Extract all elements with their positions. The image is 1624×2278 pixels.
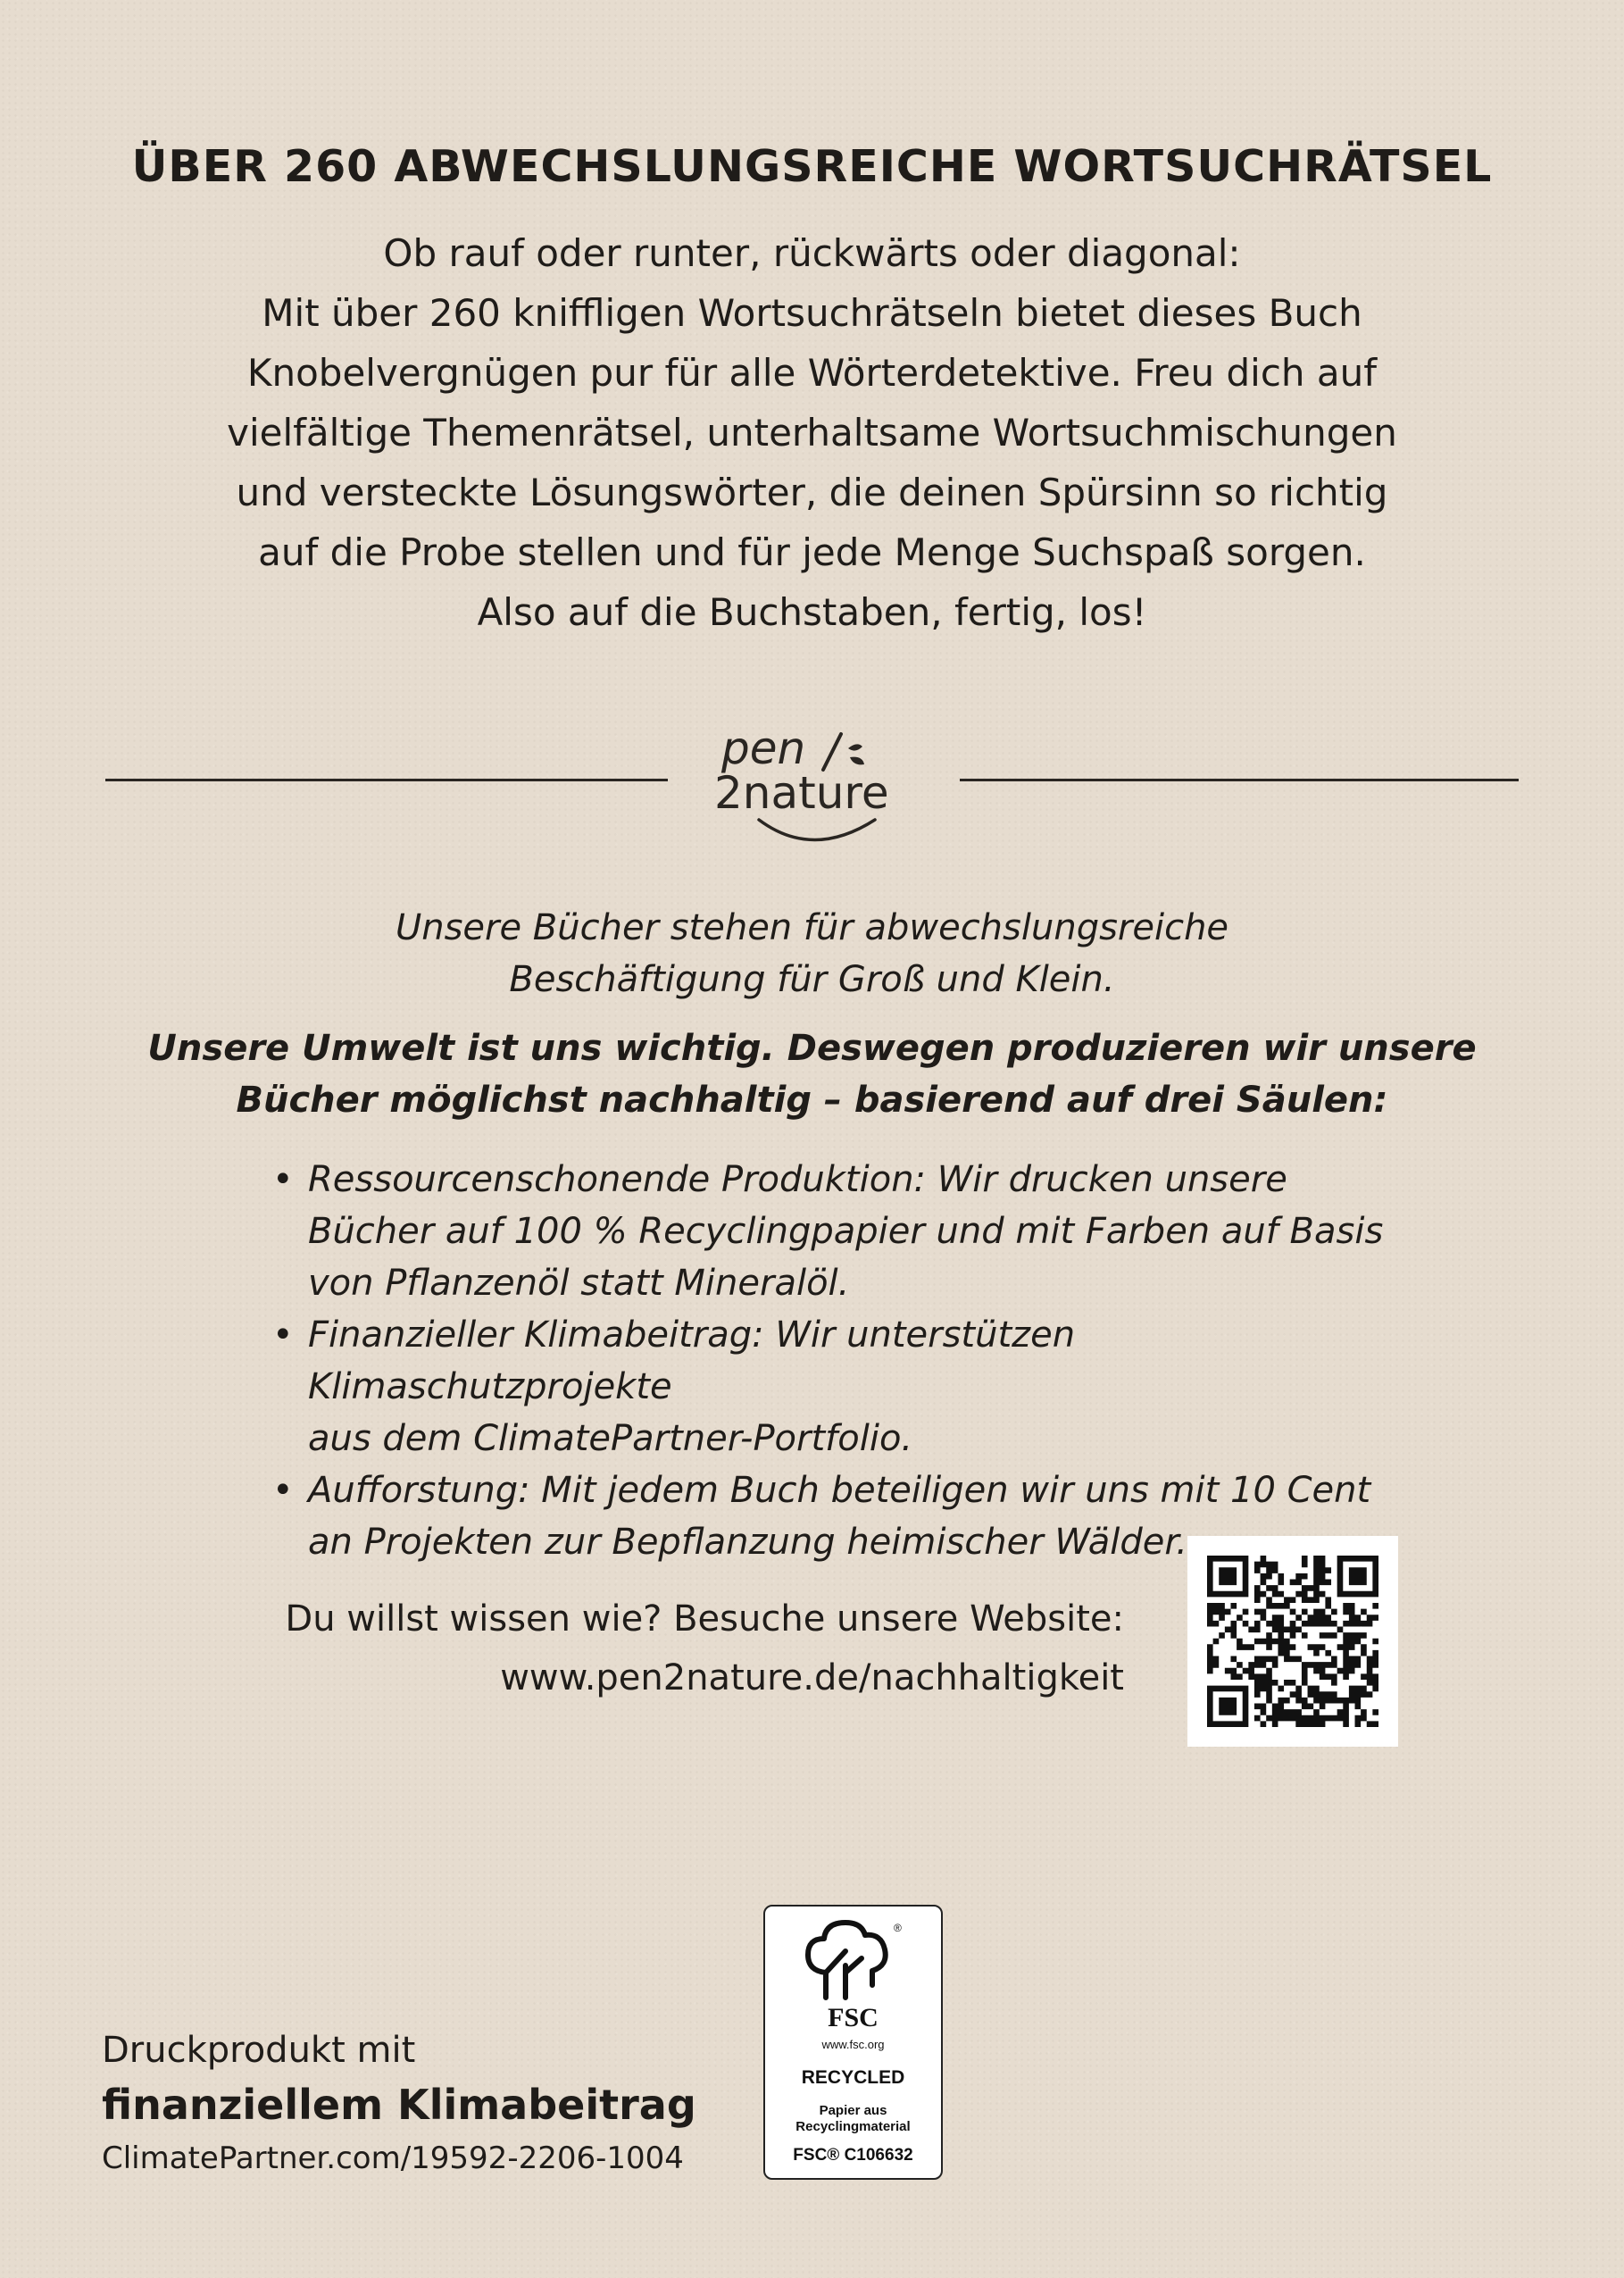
footer-line1: Druckprodukt mit [102,2030,416,2071]
list-item-line: Bücher auf 100 % Recyclingpapier und mit Farben auf Basis [308,1211,1384,1252]
qr-code-icon [1187,1536,1398,1747]
list-item-line: Ressourcenschonende Produktion: Wir drucken unsere [308,1159,1287,1200]
website-prompt: Du willst wissen wie? Besuche unsere Website: [285,1598,1124,1640]
fsc-label [763,1905,943,2180]
pen-icon [823,734,841,770]
fsc-name: FSC [828,2003,879,2032]
website-block [285,1590,1124,1707]
environment-statement [0,1022,1624,1126]
logo-smile-icon [759,820,875,840]
climate-footer [102,2025,696,2182]
tagline [0,902,1624,1005]
fsc-tree-icon [799,1919,907,2001]
intro-line: vielfältige Themenrätsel, unterhaltsame Wortsuchmischungen [227,411,1397,455]
list-item-line: an Projekten zur Bepflanzung heimischer Wälder. [308,1522,1187,1563]
headline: ÜBER 260 ABWECHSLUNGSREICHE WORTSUCHRÄTSEL [131,141,1493,192]
qr-modules [1207,1556,1378,1727]
bullet-icon: • [272,1470,294,1511]
fsc-code: FSC® C106632 [793,2146,913,2165]
fsc-sub1: Papier aus [819,2103,887,2118]
fsc-url: www.fsc.org [821,2038,885,2051]
leaf-icon [848,744,864,764]
fsc-registered-mark: ® [894,1922,902,1934]
footer-climatepartner-link[interactable]: ClimatePartner.com/19592-2206-1004 [102,2140,684,2176]
qr-code[interactable] [1187,1536,1398,1747]
intro-line: Knobelvergnügen pur für alle Wörterdetektive. Freu dich auf [246,351,1378,395]
logo-line1: pen [721,722,806,774]
intro-line: und versteckte Lösungswörter, die deinen Spürsinn so richtig [236,471,1388,514]
intro-line: Ob rauf oder runter, rückwärts oder diagonal: [383,231,1241,275]
tagline-line: Unsere Bücher stehen für abwechslungsreiche [395,907,1229,948]
list-item [272,1309,1433,1464]
environment-line: Unsere Umwelt ist uns wichtig. Deswegen produzieren wir unsere [147,1028,1477,1069]
footer-line2: finanziellem Klimabeitrag [102,2081,696,2129]
list-item-line: Aufforstung: Mit jedem Buch beteiligen wir uns mit 10 Cent [308,1470,1371,1511]
list-item [272,1154,1433,1309]
pillars-list [272,1154,1433,1568]
divider-right [960,779,1519,781]
fsc-status: RECYCLED [801,2067,905,2088]
intro-text [0,223,1624,642]
tagline-line: Beschäftigung für Groß und Klein. [509,959,1115,1000]
intro-line: Mit über 260 kniffligen Wortsuchrätseln bietet dieses Buch [262,291,1362,335]
intro-line: auf die Probe stellen und für jede Menge Suchspaß sorgen. [258,530,1366,574]
list-item-line: Finanzieller Klimabeitrag: Wir unterstützen Klimaschutzprojekte [308,1314,1076,1407]
fsc-sub2: Recyclingmaterial [795,2119,911,2134]
list-item-line: von Pflanzenöl statt Mineralöl. [308,1263,850,1304]
pen2nature-logo [705,714,946,848]
bullet-icon: • [272,1159,294,1200]
divider-left [105,779,668,781]
list-item-line: aus dem ClimatePartner-Portfolio. [308,1418,913,1459]
environment-line: Bücher möglichst nachhaltig – basierend auf drei Säulen: [236,1080,1388,1121]
logo-line2: 2nature [714,767,889,819]
bullet-icon: • [272,1314,294,1356]
intro-line: Also auf die Buchstaben, fertig, los! [477,590,1147,634]
website-link[interactable]: www.pen2nature.de/nachhaltigkeit [500,1657,1124,1698]
